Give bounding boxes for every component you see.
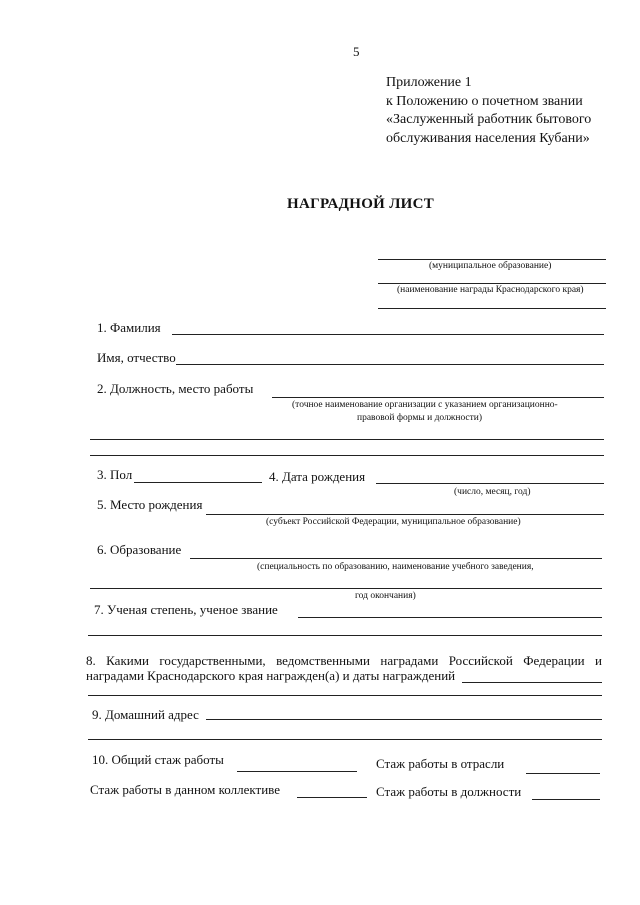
birth-date-hint: (число, месяц, год) <box>454 487 531 497</box>
page-number: 5 <box>353 44 360 59</box>
industry-experience-field[interactable] <box>526 773 600 774</box>
total-experience-field[interactable] <box>237 771 357 772</box>
position-hint-2: правовой формы и должности) <box>357 413 483 423</box>
awards-field-2[interactable] <box>88 695 602 696</box>
home-address-label: 9. Домашний адрес <box>92 707 199 722</box>
awards-label-line-2: наградами Краснодарского края награжден(а) и даты награждений <box>86 668 456 683</box>
appendix-line-3: «Заслуженный работник бытового <box>386 112 592 127</box>
name-patronymic-field[interactable] <box>176 364 604 365</box>
appendix-line-4: обслуживания населения Кубани» <box>386 130 590 146</box>
education-hint: (специальность по образованию, наименование учебного заведения, <box>257 562 534 572</box>
education-hint-2: год окончания) <box>355 591 416 601</box>
education-field-2[interactable] <box>90 588 602 589</box>
birth-place-label: 5. Место рождения <box>97 497 203 512</box>
position-experience-label: Стаж работы в должности <box>376 784 522 799</box>
total-experience-label: 10. Общий стаж работы <box>92 752 224 767</box>
birth-place-field[interactable] <box>206 514 604 515</box>
birth-place-hint: (субъект Российской Федерации, муниципальное образование) <box>266 517 521 527</box>
appendix-header <box>386 74 636 148</box>
document-title: НАГРАДНОЙ ЛИСТ <box>287 196 435 212</box>
award-name-field[interactable] <box>378 283 606 284</box>
appendix-line-2: к Положению о почетном звании <box>386 93 583 109</box>
award-name-hint: (наименование награды Краснодарского края) <box>397 285 584 295</box>
birth-date-field[interactable] <box>376 483 604 484</box>
awards-label-line-1: 8. Какими государственными, ведомственными наградами Российской Федерации и <box>86 653 602 668</box>
sex-label: 3. Пол <box>97 467 133 482</box>
position-hint-1: (точное наименование организации с указанием организационно- <box>292 400 558 410</box>
surname-field[interactable] <box>172 334 604 335</box>
name-patronymic-label: Имя, отчество <box>97 350 176 365</box>
position-label: 2. Должность, место работы <box>97 381 254 396</box>
birth-date-label: 4. Дата рождения <box>269 469 366 484</box>
degree-field-2[interactable] <box>88 635 602 636</box>
award-name-field-2[interactable] <box>378 308 606 309</box>
sex-field[interactable] <box>134 482 262 483</box>
municipality-field[interactable] <box>378 259 606 260</box>
surname-label: 1. Фамилия <box>97 320 161 335</box>
education-label: 6. Образование <box>97 542 182 557</box>
industry-experience-label: Стаж работы в отрасли <box>376 756 505 771</box>
appendix-line-1: Приложение 1 <box>386 75 472 90</box>
education-field[interactable] <box>190 558 602 559</box>
awards-field[interactable] <box>462 682 602 683</box>
team-experience-field[interactable] <box>297 797 367 798</box>
position-field-3[interactable] <box>90 455 604 456</box>
position-field[interactable] <box>272 397 604 398</box>
degree-label: 7. Ученая степень, ученое звание <box>94 602 278 617</box>
position-experience-field[interactable] <box>532 799 600 800</box>
team-experience-label: Стаж работы в данном коллективе <box>90 782 280 797</box>
municipality-hint: (муниципальное образование) <box>429 261 552 271</box>
position-field-2[interactable] <box>90 439 604 440</box>
home-address-field-2[interactable] <box>88 739 602 740</box>
home-address-field[interactable] <box>206 719 602 720</box>
degree-field[interactable] <box>298 617 602 618</box>
